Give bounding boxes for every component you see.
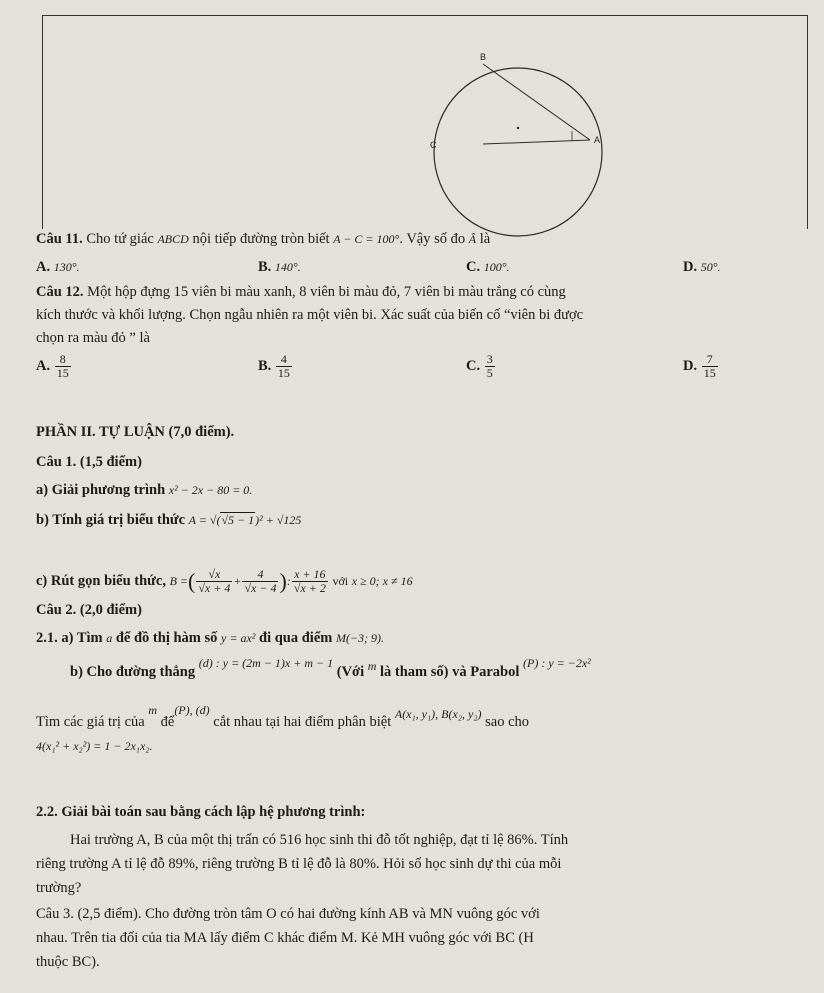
- c2-1a: 2.1. a) Tìm a để đồ thị hàm số y = ax² đi qua điểm M(−3; 9).: [36, 630, 385, 646]
- q11-option-d: D. 50°.: [683, 259, 721, 275]
- q11-option-c: C. 100°.: [466, 259, 510, 275]
- q11-option-a: A. 130°.: [36, 259, 80, 275]
- q12-line-1: Câu 12. Một hộp đựng 15 viên bi màu xanh, 8 viên bi màu đỏ, 7 viên bi màu trắng có cùng: [36, 284, 566, 300]
- q12-option-a: A. $\frac{8}{15}$: [36, 352, 69, 380]
- c3-line-1: Câu 3. (2,5 điểm). Cho đường tròn tâm O có hai đường kính AB và MN vuông góc với: [36, 906, 540, 922]
- label-b: B: [480, 52, 487, 62]
- chord-ba: [483, 64, 590, 140]
- c1-heading: Câu 1. (1,5 điểm): [36, 454, 142, 470]
- fraction: $\frac{√x}{√x + 4}$: [198, 567, 231, 596]
- c1a: a) Giải phương trình x² − 2x − 80 = 0.: [36, 482, 253, 498]
- part2-title: PHẦN II. TỰ LUẬN (7,0 điểm).: [36, 424, 235, 440]
- fraction: $\frac{7}{15}$: [703, 352, 716, 380]
- fraction: $\frac{8}{15}$: [56, 352, 69, 380]
- q11-option-b: B. 140°.: [258, 259, 301, 275]
- fraction: $\frac{4}{√x - 4}$: [244, 567, 277, 596]
- fraction: $\frac{4}{15}$: [277, 352, 290, 380]
- fraction: $\frac{3}{5}$: [486, 352, 493, 380]
- circle-figure: [410, 40, 640, 240]
- c22-line-1: Hai trường A, B của một thị trấn có 516 học sinh thi đỗ tốt nghiệp, đạt tỉ lệ 86%. Tính: [70, 832, 569, 848]
- c1b: b) Tính giá trị biểu thức A = √(√5 − 1)² + √125: [36, 512, 302, 528]
- fraction: $\frac{x + 16}{√x + 2}$: [293, 567, 326, 596]
- c2-1b-cont: Tìm các giá trị của $^m$ để$^{(P), (d)}$ cắt nhau tại hai điểm phân biệt $^{A(x_1, y_1), B(x_2, y_2)}$ sao cho: [36, 703, 530, 730]
- q12-line-3: chọn ra màu đỏ ” là: [36, 330, 150, 346]
- c1c: c) Rút gọn biểu thức, B =( $\frac{√x}{√x + 4}$ + $\frac{4}{√x - 4}$ ): $\frac{x + 16}{√x + 2}$ với x ≥ 0; x ≠ 16: [36, 567, 413, 596]
- c22-line-2: riêng trường A tỉ lệ đỗ 89%, riêng trường B tỉ lệ đỗ là 80%. Hỏi số học sinh dự thi của mỗi: [36, 856, 562, 872]
- label-c: C: [430, 140, 437, 150]
- c2-1b-condition: 4(x₁² + x₂²) = 1 − 2x₁x₂.: [36, 739, 153, 753]
- q12-line-2: kích thước và khối lượng. Chọn ngẫu nhiên ra một viên bi. Xác suất của biến cố “viên bi được: [36, 307, 584, 323]
- c2-heading: Câu 2. (2,0 điểm): [36, 602, 142, 618]
- q12-option-d: D. $\frac{7}{15}$: [683, 352, 716, 380]
- q12-option-b: B. $\frac{4}{15}$: [258, 352, 290, 380]
- center-point: [517, 127, 519, 129]
- label-a: A: [594, 135, 601, 145]
- circle-outline: [434, 68, 602, 236]
- q11-stem: Câu 11. Cho tứ giác ABCD nội tiếp đường tròn biết A − C = 100°. Vậy số đo Â là: [36, 231, 491, 247]
- c2-1b: b) Cho đường thẳng $^{(d) : y = (2m - 1)x + m - 1}$ (Với $^m$ là tham số) và Parabol $^{(P) : y = -2x^2}$: [70, 656, 591, 680]
- c3-line-3: thuộc BC).: [36, 954, 100, 970]
- c22-heading: 2.2. Giải bài toán sau bằng cách lập hệ phương trình:: [36, 804, 366, 820]
- c22-line-3: trường?: [36, 880, 82, 896]
- chord-ca: [483, 140, 590, 144]
- c3-line-2: nhau. Trên tia đối của tia MA lấy điểm C khác điểm M. Kẻ MH vuông góc với BC (H: [36, 930, 534, 946]
- q12-option-c: C. $\frac{3}{5}$: [466, 352, 493, 380]
